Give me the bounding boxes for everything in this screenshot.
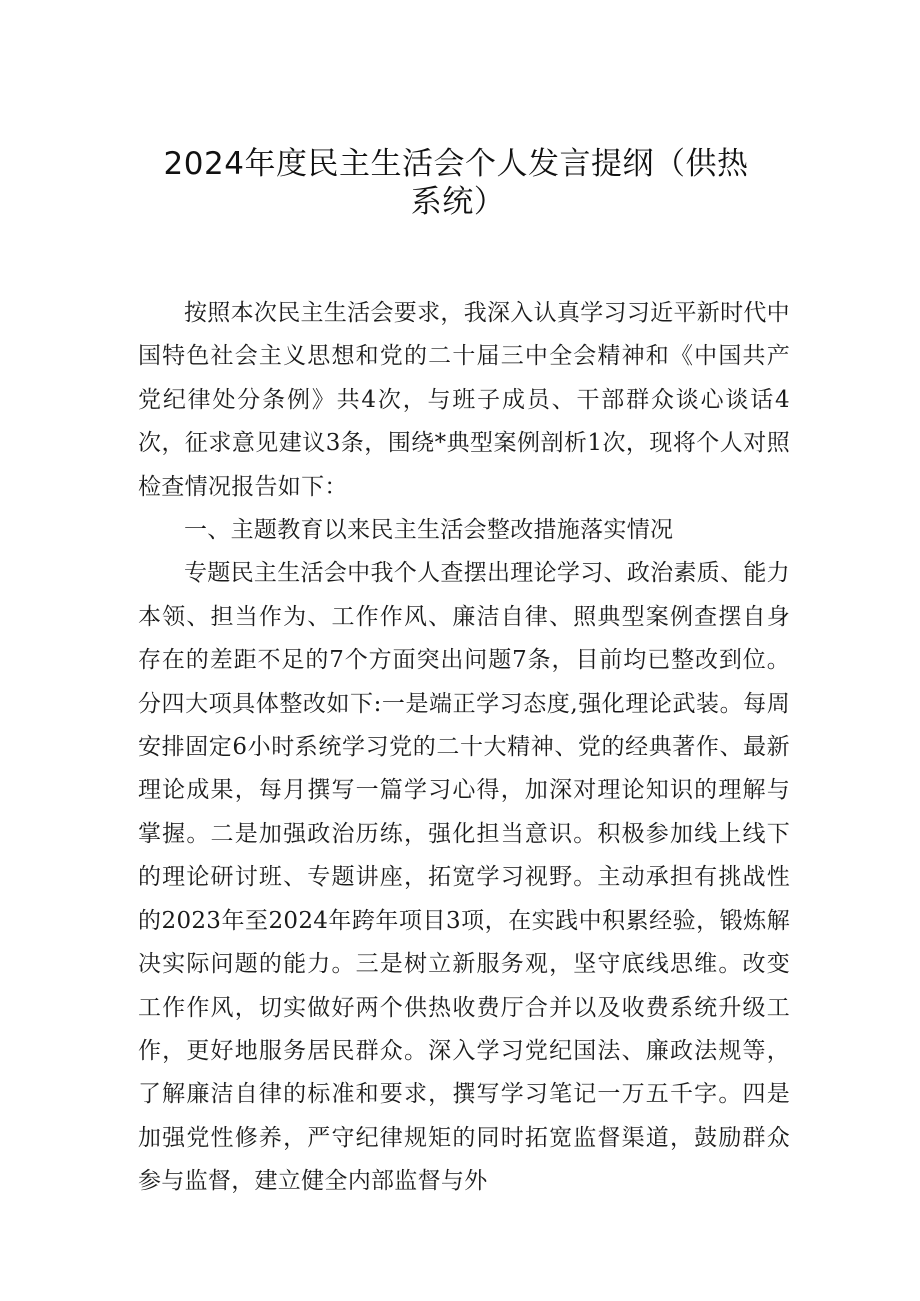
section-heading-1: 一、主题教育以来民主生活会整改措施落实情况: [184, 517, 674, 544]
document-body: [138, 292, 790, 1204]
intro-paragraph: 按照本次民主生活会要求，我深入认真学习习近平新时代中国特色社会主义思想和党的二十届三中全会精神和《中国共产党纪律处分条例》共4次，与班子成员、干部群众谈心谈话4次，征求意见建议3条，围绕*典型案例剖析1次，现将个人对照检查情况报告如下：: [138, 300, 790, 500]
body-paragraph: 专题民主生活会中我个人查摆出理论学习、政治素质、能力本领、担当作为、工作作风、廉洁自律、照典型案例查摆自身存在的差距不足的7个方面突出问题7条，目前均已整改到位。分四大项具体整改如下:一是端正学习态度,强化理论武装。每周安排固定6小时系统学习党的二十大精神、党的经典著作、最新理论成果，每月撰写一篇学习心得，加深对理论知识的理解与掌握。二是加强政治历练，强化担当意识。积极参加线上线下的理论研讨班、专题讲座，拓宽学习视野。主动承担有挑战性的2023年至2024年跨年项目3项，在实践中积累经验，锻炼解决实际问题的能力。三是树立新服务观，坚守底线思维。改变工作作风，切实做好两个供热收费厅合并以及收费系统升级工作，更好地服务居民群众。深入学习党纪国法、廉政法规等，了解廉洁自律的标准和要求，撰写学习笔记一万五千字。四是加强党性修养，严守纪律规矩的同时拓宽监督渠道，鼓励群众参与监督，建立健全内部监督与外: [138, 560, 790, 1195]
document-title-line2: 系统）: [410, 184, 506, 220]
document-title-line1: 2024年度民主生活会个人发言提纲（供热: [163, 146, 749, 182]
